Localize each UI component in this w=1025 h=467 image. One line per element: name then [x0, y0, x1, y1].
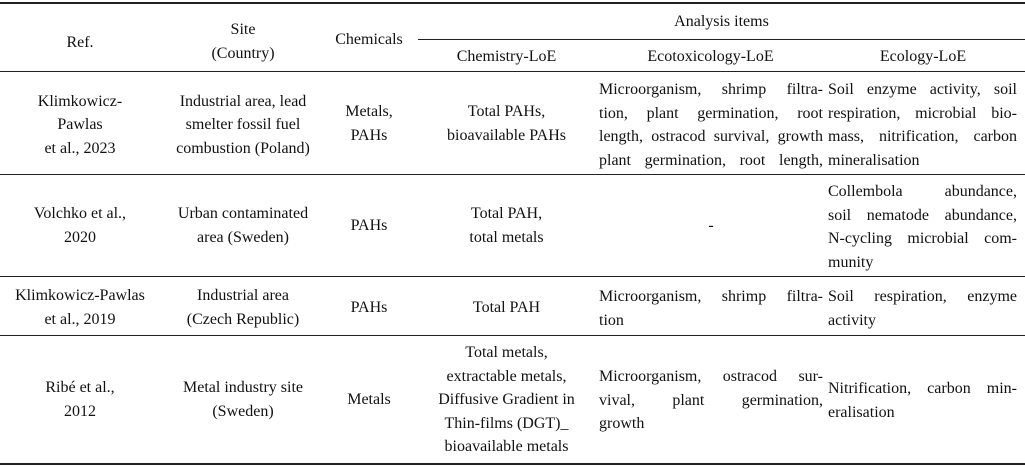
cell-chemistry: Total PAH [472, 299, 541, 317]
row-divider-3 [0, 335, 1025, 336]
cell-chemistry: Total PAHs, bioavailable PAHs [447, 103, 566, 144]
cell-site: Industrial area (Czech Republic) [186, 287, 300, 328]
header-analysis-items: Analysis items [674, 13, 769, 30]
row-divider-1 [0, 174, 1025, 175]
cell-site: Metal industry site (Sweden) [183, 379, 303, 420]
header-ref: Ref. [66, 34, 94, 51]
cell-site: Urban contaminated area (Sweden) [177, 205, 309, 246]
cell-ecotoxicology: - [708, 217, 714, 235]
header-chemicals: Chemicals [335, 31, 403, 48]
cell-ecology: Soil respiration, enzyme activity [828, 288, 1017, 329]
row-divider-2 [0, 276, 1025, 277]
cell-ecotoxicology: Microorganism, shrimp filtra- tion, plant germination, root length, ostracod survival, growth plant germination, root length, [599, 81, 823, 169]
cell-ref: Klimkowicz-Pawlas et al., 2019 [15, 287, 145, 328]
header-bottom-rule [0, 71, 1025, 72]
cell-chemicals: Metals, PAHs [345, 103, 393, 144]
cell-chemicals: PAHs [350, 299, 388, 317]
cell-site: Industrial area, lead smelter fossil fuel combustion (Poland) [176, 92, 310, 157]
header-chemistry-loe: Chemistry-LoE [456, 48, 557, 65]
cell-ecology: Nitrification, carbon min- eralisation [828, 380, 1017, 421]
cell-ref: Klimkowicz- Pawlas et al., 2023 [37, 92, 123, 157]
header-site: Site (Country) [211, 21, 275, 62]
cell-ecotoxicology: Microorganism, shrimp filtra- tion [599, 288, 823, 329]
cell-ecotoxicology: Microorganism, ostracod sur- vival, plant germination, growth [599, 368, 823, 432]
cell-chemistry: Total PAH, total metals [469, 205, 544, 246]
cell-ref: Volchko et al., 2020 [33, 205, 127, 246]
table-top-rule [0, 2, 1025, 4]
cell-chemicals: Metals [347, 391, 391, 409]
table-bottom-rule [0, 463, 1025, 465]
cell-ref: Ribé et al., 2012 [45, 379, 115, 420]
cell-ecology: Collembola abundance, soil nematode abundance, N-cycling microbial com- munity [828, 183, 1017, 271]
cell-ecology: Soil enzyme activity, soil respiration, microbial bio- mass, nitrification, carbon mineralisation [828, 81, 1017, 169]
analysis-items-rule [418, 39, 1025, 40]
cell-chemistry: Total metals, extractable metals, Diffusive Gradient in Thin-films (DGT)_ bioavailable metals [438, 344, 575, 455]
cell-chemicals: PAHs [350, 217, 388, 235]
header-ecology-loe: Ecology-LoE [879, 48, 967, 65]
header-ecotoxicology-loe: Ecotoxicology-LoE [647, 48, 774, 65]
